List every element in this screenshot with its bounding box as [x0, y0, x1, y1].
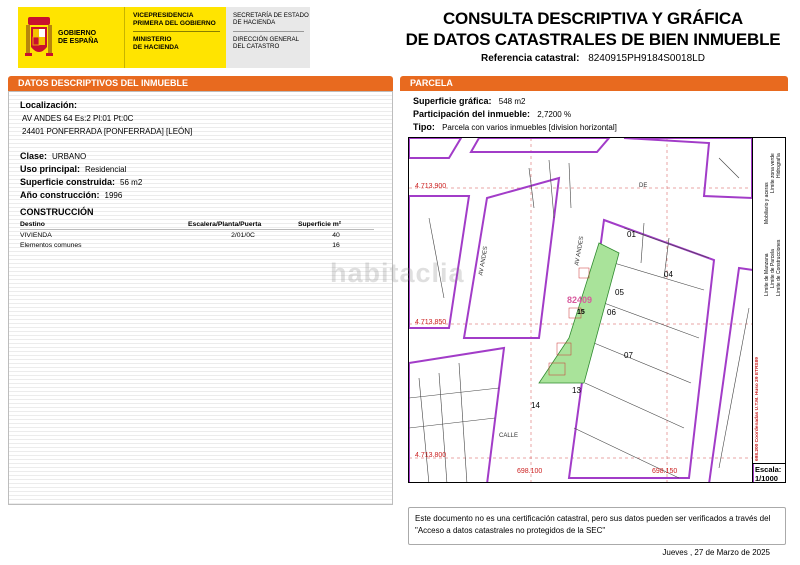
table-row	[20, 240, 374, 250]
cell-destino: VIVIENDA	[20, 232, 52, 239]
section-bar-datos: DATOS DESCRIPTIVOS DEL INMUEBLE	[8, 76, 393, 91]
gobierno-line1: GOBIERNO	[58, 29, 97, 37]
escala-label: Escala:	[755, 465, 782, 474]
legend-item: Límite de Construcciones	[776, 239, 782, 296]
cell-escalera	[188, 240, 298, 250]
plot-label: 05	[615, 288, 624, 297]
clase-label: Clase:	[20, 151, 48, 161]
plot-label: 01	[627, 230, 636, 239]
plot-label: 06	[607, 308, 616, 317]
legend-coords: 698.200 Coordenadas U.T.M. Huso 29 ETRS89	[755, 357, 760, 461]
secretaria-block	[226, 7, 310, 68]
table-row	[20, 230, 374, 241]
cell-superficie: 40	[332, 232, 340, 239]
disclaimer-note: Este documento no es una certificación catastral, pero sus datos pueden ser verificados a través del "Acceso a datos catastrales no protegidos de la SEC"	[408, 507, 786, 545]
clase-value: URBANO	[52, 152, 87, 161]
col-superficie: Superficie m²	[298, 220, 374, 230]
sup-grafica-label: Superficie gráfica:	[413, 96, 492, 106]
secretaria-line2: DE HACIENDA	[233, 19, 276, 27]
vicepresidencia-block	[124, 7, 226, 68]
coord-x-2: 698.150	[652, 468, 678, 475]
referencia-catastral	[400, 53, 786, 64]
table-header-row	[20, 220, 374, 230]
page-title	[400, 8, 786, 50]
escala-value: 1/1000	[755, 474, 778, 483]
street-label: DE	[639, 183, 648, 189]
scale-box	[752, 463, 786, 483]
cell-superficie: 16	[332, 242, 340, 249]
sup-grafica-row	[413, 96, 617, 109]
spain-emblem	[18, 7, 124, 68]
uso-label: Uso principal:	[20, 164, 81, 174]
participacion-value: 2,7200 %	[537, 110, 572, 119]
gobierno-line2: DE ESPAÑA	[58, 37, 99, 45]
ministerio-line1: MINISTERIO	[133, 36, 172, 44]
title-line2: DE DATOS CATASTRALES DE BIEN INMUEBLE	[405, 30, 781, 49]
address-line1: AV ANDES 64 Es:2 Pl:01 Pt:0C	[22, 114, 134, 123]
localizacion-label: Localización:	[20, 100, 78, 110]
legend-item: Hidrografía	[776, 153, 782, 178]
uso-row	[20, 164, 126, 174]
document-date: Jueves , 27 de Marzo de 2025	[662, 548, 770, 557]
participacion-label: Participación del inmueble:	[413, 109, 531, 119]
superficie-row	[20, 177, 142, 187]
map-drawing	[409, 138, 786, 483]
ref-value: 8240915PH9184S0018LD	[588, 53, 705, 64]
address-line2: 24401 PONFERRADA [PONFERRADA] [LEÓN]	[22, 127, 193, 136]
watermark-logo: habitaclia	[330, 258, 465, 288]
street-label: AV ANDES	[478, 245, 490, 277]
tipo-row	[413, 122, 617, 135]
sup-grafica-value: 548 m2	[498, 97, 526, 106]
clase-row	[20, 151, 86, 161]
plot-label: 04	[664, 270, 673, 279]
cell-destino: Elementos comunes	[20, 242, 82, 249]
header-logo-block	[18, 7, 310, 68]
participacion-row	[413, 109, 617, 122]
cadastral-map[interactable]	[408, 137, 786, 483]
parcel-ref-label: 82409	[567, 295, 593, 305]
coord-y-3: 4.713.800	[415, 452, 447, 459]
tipo-value: Parcela con varios inmuebles [division horizontal]	[442, 123, 617, 132]
map-legend	[752, 138, 785, 463]
parcela-info	[413, 96, 617, 135]
plot-label: 14	[531, 401, 540, 410]
cell-escalera: 2/01/0C	[231, 232, 255, 239]
secretaria-line1: SECRETARÍA DE ESTADO	[233, 12, 309, 19]
title-line1: CONSULTA DESCRIPTIVA Y GRÁFICA	[442, 9, 744, 28]
direccion-line2: DEL CATASTRO	[233, 43, 280, 51]
legend-item: Mobiliario y aceras	[764, 182, 770, 224]
legend-item: Límite de Manzana	[764, 253, 770, 296]
vicepresidencia-line1: VICEPRESIDENCIA	[133, 12, 194, 19]
legend-item: Límite de Parcela	[770, 249, 776, 288]
uso-value: Residencial	[85, 165, 127, 174]
superficie-label: Superficie construida:	[20, 177, 116, 187]
street-label: AV ANDES	[574, 235, 586, 267]
plot-label: 07	[624, 351, 633, 360]
superficie-value: 56 m2	[120, 178, 143, 187]
anio-row	[20, 190, 122, 200]
coat-of-arms-icon	[24, 15, 54, 61]
tipo-label: Tipo:	[413, 122, 435, 132]
vicepresidencia-line2: PRIMERA DEL GOBIERNO	[133, 19, 216, 27]
anio-label: Año construcción:	[20, 190, 100, 200]
street-label: CALLE	[499, 433, 519, 439]
col-destino: Destino	[20, 220, 188, 230]
parcel-sub-label: 15	[577, 309, 585, 316]
plot-label: 13	[572, 386, 581, 395]
coord-y-1: 4.713.900	[415, 183, 447, 190]
coord-y-2: 4.713.850	[415, 319, 447, 326]
direccion-line1: DIRECCIÓN GENERAL	[233, 35, 300, 43]
anio-value: 1996	[104, 191, 123, 200]
legend-item: Límite zona verde	[770, 153, 776, 193]
construccion-table	[20, 220, 374, 250]
ministerio-line2: DE HACIENDA	[133, 43, 179, 51]
col-escalera: Escalera/Planta/Puerta	[188, 220, 298, 230]
section-bar-parcela: PARCELA	[400, 76, 788, 91]
coord-x-1: 698.100	[517, 468, 543, 475]
construccion-title: CONSTRUCCIÓN	[20, 207, 94, 217]
ref-label: Referencia catastral:	[481, 53, 580, 64]
